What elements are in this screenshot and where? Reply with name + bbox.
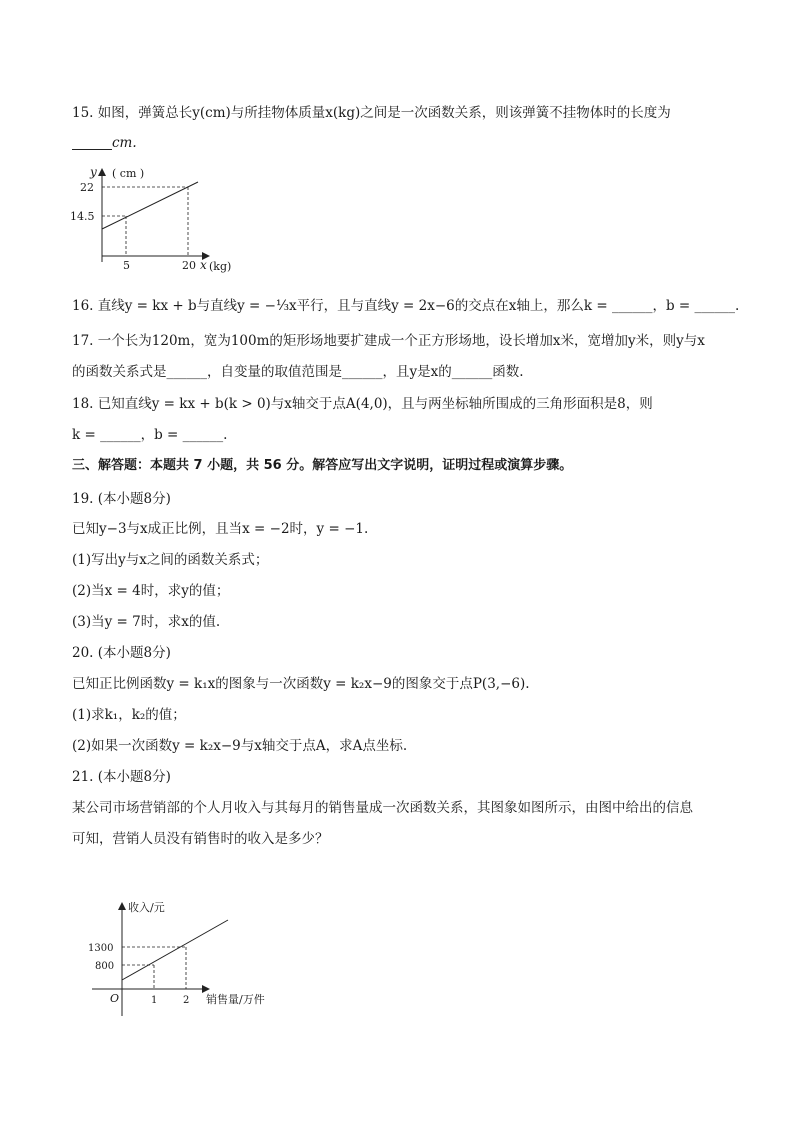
q20-part1: (1)求k₁，k₂的值；	[72, 707, 186, 723]
q19-part1: (1)写出y与x之间的函数关系式；	[72, 552, 269, 568]
q15-y-tick-22: 22	[80, 181, 94, 194]
q15-y-axis-arrow	[98, 168, 106, 176]
q20-stem: 已知正比例函数y = k₁x的图象与一次函数y = k₂x−9的图象交于点P(3,−6).	[72, 676, 530, 692]
q15-x-axis-label: x	[200, 258, 207, 272]
q21-x-tick-1: 1	[151, 995, 158, 1006]
q15-x-tick-20: 20	[182, 259, 196, 272]
q18-text-line2: k = ______，b = ______.	[72, 427, 228, 443]
q21-y-axis-arrow	[118, 902, 126, 910]
q15-function-line	[102, 182, 198, 229]
q15-text-line2	[72, 133, 137, 153]
q15-answer-blank	[72, 135, 112, 150]
q21-y-tick-800: 800	[95, 961, 115, 972]
q15-spring-graph	[64, 162, 254, 274]
q15-unit: cm.	[112, 135, 137, 151]
q16-text: 16. 直线y = kx + b与直线y = −⅓x平行，且与直线y = 2x−6的交点在x轴上，那么k = ______，b = ______.	[72, 298, 740, 314]
q15-y-axis-label: y	[90, 165, 97, 179]
q15-x-tick-5: 5	[123, 259, 130, 272]
q21-origin-label: O	[110, 992, 120, 1005]
q21-y-axis-label: 收入/元	[128, 901, 165, 914]
q15-y-tick-145: 14.5	[70, 210, 95, 223]
section3-title: 三、解答题：本题共 7 小题，共 56 分。解答应写出文字说明，证明过程或演算步骤。	[72, 458, 573, 473]
q21-income-graph	[80, 896, 280, 1020]
q21-text-line1: 某公司市场营销部的个人月收入与其每月的销售量成一次函数关系，其图象如图所示，由图中给出的信息	[72, 800, 693, 816]
q19-header: 19. (本小题8分)	[72, 491, 171, 507]
q17-text-line2: 的函数关系式是______，自变量的取值范围是______，且y是x的______函数.	[72, 364, 524, 380]
q21-x-axis-label: 销售量/万件	[206, 993, 265, 1006]
q15-y-unit-label: ( cm )	[112, 167, 145, 180]
q21-header: 21. (本小题8分)	[72, 769, 171, 785]
q15-x-unit-label: (kg)	[209, 260, 232, 273]
q21-y-tick-1300: 1300	[88, 943, 114, 954]
q21-x-axis-arrow	[202, 985, 210, 993]
q18-text-line1: 18. 已知直线y = kx + b(k > 0)与x轴交于点A(4,0)，且与两坐标轴所围成的三角形面积是8，则	[72, 396, 653, 412]
q17-text-line1: 17. 一个长为120m，宽为100m的矩形场地要扩建成一个正方形场地，设长增加x米，宽增加y米，则y与x	[72, 333, 705, 349]
q21-function-line	[122, 920, 228, 980]
q15-text-line1: 15. 如图，弹簧总长y(cm)与所挂物体质量x(kg)之间是一次函数关系，则该弹簧不挂物体时的长度为	[72, 105, 671, 121]
q21-text-line2: 可知，营销人员没有销售时的收入是多少？	[72, 831, 329, 847]
q19-part2: (2)当x = 4时，求y的值；	[72, 583, 230, 599]
q20-header: 20. (本小题8分)	[72, 645, 171, 661]
q20-part2: (2)如果一次函数y = k₂x−9与x轴交于点A，求A点坐标.	[72, 738, 408, 754]
q21-x-tick-2: 2	[183, 995, 190, 1006]
q19-part3: (3)当y = 7时，求x的值.	[72, 614, 221, 630]
q19-stem: 已知y−3与x成正比例，且当x = −2时，y = −1.	[72, 521, 369, 537]
